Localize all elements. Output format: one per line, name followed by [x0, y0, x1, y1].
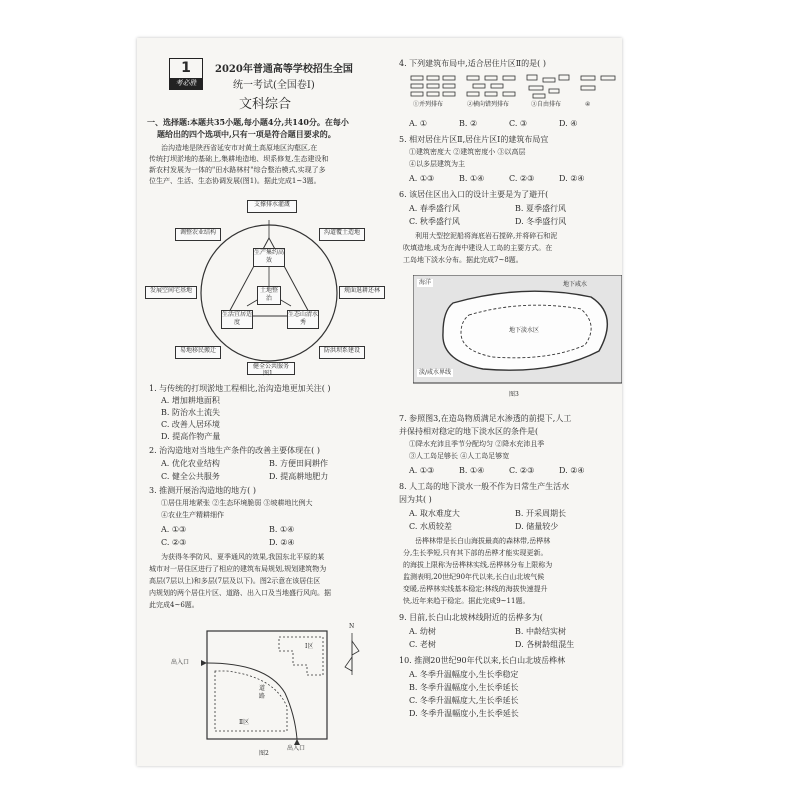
q4-option: B. ②	[459, 119, 478, 128]
q4-stem: 4. 下列建筑布局中,适合居住片区Ⅱ的是( )	[399, 59, 546, 68]
q8-option: D. 储量较少	[515, 522, 559, 531]
figure1-diagram	[143, 198, 383, 378]
fig1-caption: 图1	[263, 370, 273, 377]
fig1-node-bottom: 健全公共服务	[247, 362, 295, 375]
q4-layout-label: ④	[585, 101, 591, 108]
badge-number: 1	[181, 60, 191, 76]
exam-number-badge	[169, 58, 203, 90]
q9-option: C. 老树	[409, 640, 436, 649]
q9-option: D. 各树龄组混生	[515, 640, 575, 649]
q7-option: A. ①③	[409, 466, 435, 475]
q5-statement-line: ④以多层建筑为主	[409, 160, 465, 168]
exam-page	[137, 38, 622, 766]
q1-option: B. 防治水土流失	[161, 408, 220, 417]
q8-option: C. 水质较差	[409, 522, 452, 531]
fig2-entry-bottom: 出入口	[287, 745, 306, 752]
q7-line: 7. 参照图3,在造岛物质满足水渗透的前提下,人工	[399, 414, 572, 423]
figure2-map	[167, 623, 387, 758]
fig3-boundary-label: 淡/咸水界线	[419, 369, 452, 376]
fig1-node-upper-left: 调整农业结构	[175, 228, 221, 241]
passage4-line: 变暖,岳桦林实线基本稳定;林线的海拔快速提升	[403, 585, 548, 593]
q7-line: 并保持相对稳定的地下淡水区的条件是(	[399, 427, 539, 436]
exam-title-line1: 2020年普通高等学校招生全国	[215, 64, 353, 75]
q10-option: C. 冬季升温幅度大,生长季延长	[409, 696, 519, 705]
q5-statement-line: ①建筑密度大 ②建筑密度小 ③以高层	[409, 148, 526, 156]
q1-stem: 1. 与传统的打坝淤地工程相比,治沟造地更加关注( )	[149, 384, 331, 393]
q6-option: C. 秋季盛行风	[409, 217, 460, 226]
fig1-node-top: 支撑排水灌溉	[247, 200, 297, 213]
passage2-line: 城市对一居住区进行了相应的建筑布局规划,规划建筑物为	[149, 565, 327, 573]
q2-stem: 2. 治沟造地对当地生产条件的改善主要体现在( )	[149, 446, 320, 455]
fig1-tri-left: 生活宜居适度	[221, 310, 253, 329]
q3-option: C. ②③	[161, 538, 187, 547]
passage4-line: 的海拔上限称为岳桦林实线,岳桦林分布上限称为	[403, 561, 553, 569]
fig3-sea-label: 海洋	[419, 279, 432, 286]
passage1-line: 新农村发展为一体的"田水路林村"综合整治模式,实现了多	[149, 166, 326, 174]
q4-option: A. ①	[409, 119, 428, 128]
q2-option: D. 提高耕地肥力	[269, 472, 329, 481]
passage4-line: 岳桦林带是长白山海拔最高的森林带,岳桦林	[415, 537, 551, 545]
q4-layout-label: ①并列排布	[413, 101, 444, 108]
q5-option: A. ①③	[409, 174, 435, 183]
q3-option: D. ②④	[269, 538, 295, 547]
fig2-entry-left: 出入口	[171, 659, 190, 666]
figure2-graphics	[167, 623, 387, 758]
q9-option: A. 幼树	[409, 627, 436, 636]
q6-option: A. 春季盛行风	[409, 204, 460, 213]
q4-layout-label: ③自由排布	[531, 101, 562, 108]
exam-title-line2: 统一考试(全国卷Ⅰ)	[233, 80, 315, 91]
passage1-line: 传统打坝淤地的基础上,集耕地造地、坝系修复,生态建设和	[149, 155, 329, 163]
passage2-line: 为获得冬季防风、夏季通风的效果,我国东北平原的某	[161, 553, 325, 561]
q7-option: D. ②④	[559, 466, 585, 475]
q3-option: A. ①③	[161, 525, 187, 534]
q10-option: B. 冬季升温幅度小,生长季延长	[409, 683, 519, 692]
fig1-node-lower-left: 易地移民搬迁	[175, 346, 221, 359]
q2-option: B. 方便田间耕作	[269, 459, 328, 468]
q4-layout-graphics	[409, 72, 622, 100]
q4-option: C. ③	[509, 119, 528, 128]
instruction-line1: 一、选择题:本题共35小题,每小题4分,共140分。在每小	[147, 117, 349, 127]
q7-option: B. ①④	[459, 466, 485, 475]
passage4-line: 监测表明,20世纪90年代以来,长白山北坡气候	[403, 573, 545, 581]
q7-statement-line: ③人工岛足够长 ④人工岛足够宽	[409, 452, 510, 460]
q1-option: A. 增加耕地面积	[161, 396, 220, 405]
figure3-island-map	[413, 275, 622, 403]
fig1-node-upper-right: 沟道覆土造地	[319, 228, 365, 241]
q1-option: C. 改善人居环境	[161, 420, 220, 429]
q3-stem: 3. 推测开展治沟造地的地方( )	[149, 486, 256, 495]
passage3-line: 工岛地下淡水分布。据此完成7~8题。	[403, 256, 523, 264]
q6-option: B. 夏季盛行风	[515, 204, 566, 213]
q5-option: D. ②④	[559, 174, 585, 183]
instruction-line2: 题给出的四个选项中,只有一项是符合题目要求的。	[157, 129, 336, 139]
q6-option: D. 冬季盛行风	[515, 217, 567, 226]
q9-stem: 9. 目前,长白山北坡林线附近的岳桦多为(	[399, 613, 543, 622]
q7-statement-line: ①降水充沛且季节分配均匀 ②降水充沛且季	[409, 440, 545, 448]
passage2-line: 内规划的两个居住片区、道路、出入口及当地盛行风向。据	[149, 589, 331, 597]
q10-option: D. 冬季升温幅度小,生长季延长	[409, 709, 519, 718]
q9-option: B. 中龄结实树	[515, 627, 566, 636]
passage3-line: 利用大型挖泥船将海底岩石搅碎,并将碎石和泥	[415, 232, 558, 240]
q4-option: D. ④	[559, 119, 578, 128]
passage1-line: 位生产、生活、生态协调发展(图1)。据此完成1~3题。	[149, 177, 321, 185]
q2-option: A. 优化农业结构	[161, 459, 220, 468]
subject-title: 文科综合	[239, 97, 292, 112]
q5-option: B. ①④	[459, 174, 485, 183]
q3-statement-line: ④农业生产精耕细作	[161, 511, 224, 519]
fig2-caption: 图2	[259, 750, 269, 757]
fig1-node-left: 发展空间宅基地	[145, 286, 197, 299]
passage4-line: 分,生长季短,只有其下部的岳桦才能实现更新。	[403, 549, 548, 557]
q3-statement-line: ①居住用地紧张 ②生态环境脆弱 ③坡耕地比例大	[161, 499, 313, 507]
q5-option: C. ②③	[509, 174, 535, 183]
q7-option: C. ②③	[509, 466, 535, 475]
fig2-zone2-label: Ⅱ区	[239, 719, 250, 726]
q1-option: D. 提高作物产量	[161, 432, 221, 441]
q2-option: C. 健全公共服务	[161, 472, 220, 481]
fig3-freshwater-label: 地下淡水区	[509, 327, 540, 334]
q8-line: 8. 人工岛的地下淡水一般不作为日常生产生活水	[399, 482, 570, 491]
fig2-road-label: 道路	[259, 685, 266, 700]
q8-option: A. 取水难度大	[409, 509, 460, 518]
fig1-tri-center: 土地整治	[257, 286, 281, 305]
badge-subtitle: 考必胜	[170, 78, 202, 89]
q8-line: 因为其( )	[399, 495, 432, 504]
passage3-line: 吹填造地,成为在海中建设人工岛的主要方式。在	[403, 244, 553, 252]
q4-layout-figures	[409, 72, 622, 112]
fig3-saltwater-label: 地下咸水	[563, 281, 588, 288]
q10-option: A. 冬季升温幅度小,生长季稳定	[409, 670, 519, 679]
passage2-line: 高层(7层以上)和多层(7层及以下)。图2示意在该居住区	[149, 577, 321, 585]
fig1-node-right: 规面退耕还林	[339, 286, 385, 299]
passage1-line: 治沟造地是陕西省延安市对黄土高原地区沟壑区,在	[161, 144, 318, 152]
q4-layout-label: ②横向错列排布	[467, 101, 510, 108]
q5-stem: 5. 相对居住片区Ⅱ,居住片区Ⅰ的建筑布局宜	[399, 135, 549, 144]
q10-stem: 10. 推测20世纪90年代以来,长白山北坡岳桦林	[399, 656, 566, 665]
fig3-caption: 图3	[509, 391, 519, 398]
q3-option: B. ①④	[269, 525, 295, 534]
fig2-north-label: N	[349, 623, 355, 630]
passage2-line: 此完成4~6题。	[149, 601, 199, 609]
fig2-zone1-label: Ⅰ区	[305, 643, 314, 650]
fig1-tri-right: 生态山清水秀	[287, 310, 319, 329]
q6-stem: 6. 该居住区出入口的设计主要是为了避开(	[399, 190, 549, 199]
fig1-node-lower-right: 防洪坝系建设	[319, 346, 365, 359]
fig1-tri-top: 生产集约高效	[253, 248, 285, 267]
q8-option: B. 开采周期长	[515, 509, 566, 518]
passage4-line: 快,近年来趋于稳定。据此完成9~11题。	[403, 597, 530, 605]
